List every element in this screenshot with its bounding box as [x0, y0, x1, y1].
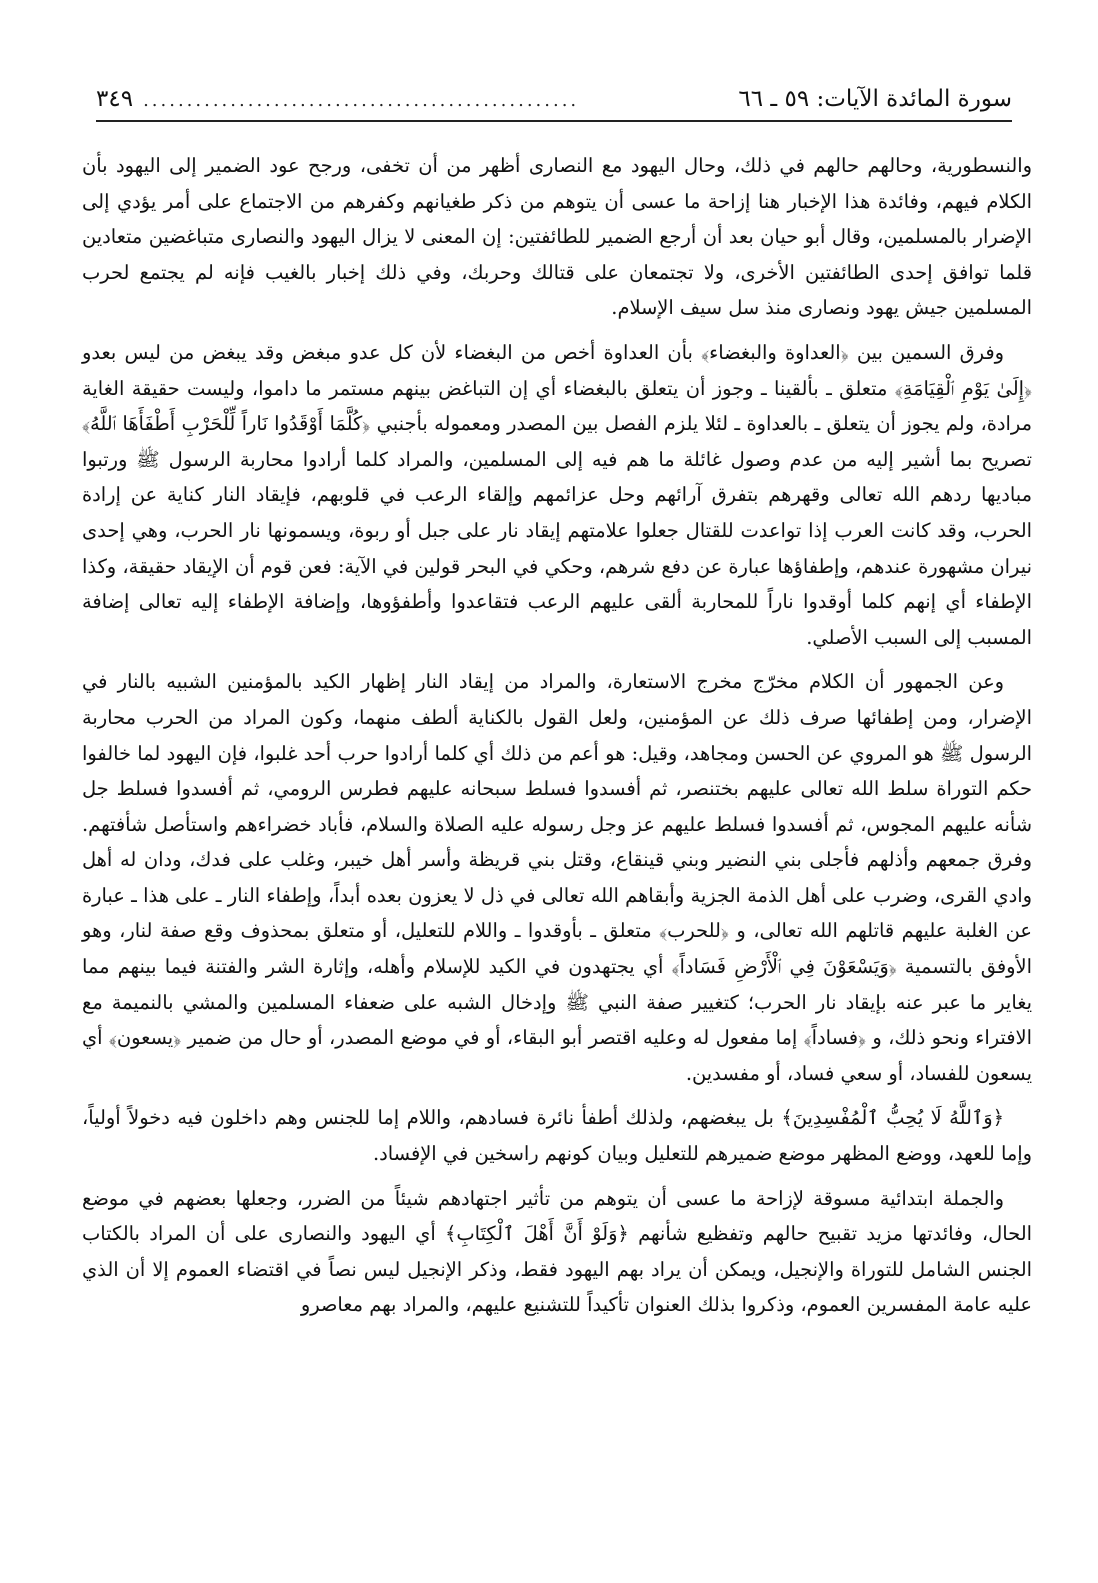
body-text	[82, 148, 1032, 1332]
header-leader-dots: ..................................................	[143, 90, 580, 111]
paragraph: والجملة ابتدائية مسوقة لإزاحة ما عسى أن يتوهم من تأثير اجتهادهم شيئاً من الضرر، وجعلها بعضهم في موضع الحال، وفائدتها مزيد تقبيح حالهم وتفظيع شأنهم ﴿وَلَوْ أَنَّ أَهْلَ ٱلْكِتَابِ﴾ أي اليهود والنصارى على أن المراد بالكتاب الجنس الشامل للتوراة والإنجيل، ويمكن أن يراد بهم اليهود فقط، وذكر الإنجيل ليس نصاً في اقتضاء العموم إلا أن الذي عليه عامة المفسرين العموم، وذكروا بذلك العنوان تأكيداً للتشنيع عليهم، والمراد بهم معاصرو	[82, 1186, 1032, 1317]
page-number: ٣٤٩	[96, 86, 134, 112]
paragraph: وعن الجمهور أن الكلام مخرّج مخرج الاستعارة، والمراد من إيقاد النار إظهار الكيد بالمؤمنين الشبيه بالنار في الإضرار، ومن إطفائها صرف ذلك عن المؤمنين، ولعل القول بالكناية ألطف منهما، وكون المراد من الحرب محاربة الرسول ﷺ هو المروي عن الحسن ومجاهد، وقيل: هو أعم من ذلك أي كلما أرادوا حرب أحد غلبوا، فإن اليهود لما خالفوا حكم التوراة سلط الله تعالى عليهم بختنصر، ثم أفسدوا فسلط سبحانه عليهم فطرس الرومي، ثم أفسدوا فسلط جل شأنه عليهم المجوس، ثم أفسدوا فسلط عليهم عز وجل رسوله عليه الصلاة والسلام، فأباد خضراءهم واستأصل شأفتهم. وفرق جمعهم وأذلهم فأجلى بني النضير وبني قينقاع، وقتل بني قريظة وأسر أهل خيبر، وغلب على فدك، ودان له أهل وادي القرى، وضرب على أهل الذمة الجزية وأبقاهم الله تعالى في ذل لا يعزون بعده أبداً، وإطفاء النار ـ على هذا ـ عبارة عن الغلبة عليهم قاتلهم الله تعالى، و ﴿للحرب﴾ متعلق ـ بأوقدوا ـ واللام للتعليل، أو متعلق بمحذوف وقع صفة لنار، وهو الأوفق بالتسمية ﴿وَيَسْعَوْنَ فِي ٱلْأَرْضِ فَسَاداً﴾ أي يجتهدون في الكيد للإسلام وأهله، وإثارة الشر والفتنة فيما بينهم مما يغاير ما عبر عنه بإيقاد نار الحرب؛ كتغيير صفة النبي ﷺ وإدخال الشبه على ضعفاء المسلمين والمشي بالنميمة مع الافتراء ونحو ذلك، و ﴿فساداً﴾ إما مفعول له وعليه اقتصر أبو البقاء، أو في موضع المصدر، أو حال من ضمير ﴿يسعون﴾ أي يسعون للفساد، أو سعي فساد، أو مفسدين.	[82, 670, 1032, 1085]
paragraph: ﴿وَٱللَّهُ لَا يُحِبُّ ٱلْمُفْسِدِينَ﴾ بل يبغضهم، ولذلك أطفأ نائرة فسادهم، واللام إما للجنس وهم داخلون فيه دخولاً أولياً، وإما للعهد، ووضع المظهر موضع ضميرهم للتعليل وبيان كونهم راسخين في الإفساد.	[82, 1106, 1032, 1166]
paragraph: وفرق السمين بين ﴿العداوة والبغضاء﴾ بأن العداوة أخص من البغضاء لأن كل عدو مبغض وقد يبغض من ليس بعدو ﴿إِلَىٰ يَوْمِ ٱلْقِيَامَةِ﴾ متعلق ـ بألقينا ـ وجوز أن يتعلق بالبغضاء أي إن التباغض بينهم مستمر ما داموا، وليست حقيقة الغاية مرادة، ولم يجوز أن يتعلق ـ بالعداوة ـ لئلا يلزم الفصل بين المصدر ومعموله بأجنبي ﴿كُلَّمَا أَوْقَدُوا نَاراً لِّلْحَرْبِ أَطْفَأَهَا ٱللَّهُ﴾ تصريح بما أشير إليه من عدم وصول غائلة ما هم فيه إلى المسلمين، والمراد كلما أرادوا محاربة الرسول ﷺ ورتبوا مباديها ردهم الله تعالى وقهرهم بتفرق آرائهم وحل عزائمهم وإلقاء الرعب في قلوبهم، فإيقاد النار كناية عن إرادة الحرب، وقد كانت العرب إذا تواعدت للقتال جعلوا علامتهم إيقاد نار على جبل أو ربوة، ويسمونها نار الحرب، وهي إحدى نيران مشهورة عندهم، وإطفاؤها عبارة عن دفع شرهم، وحكي في البحر قولين في الآية: فعن قوم أن الإيقاد حقيقة، وكذا الإطفاء أي إنهم كلما أوقدوا ناراً للمحاربة ألقى عليهم الرعب فتقاعدوا وأطفؤوها، وإضافة الإطفاء إليه تعالى إضافة المسبب إلى السبب الأصلي.	[82, 340, 1032, 649]
paragraph: والنسطورية، وحالهم حالهم في ذلك، وحال اليهود مع النصارى أظهر من أن تخفى، ورجح عود الضمير إلى اليهود بأن الكلام فيهم، وفائدة هذا الإخبار هنا إزاحة ما عسى أن يتوهم من ذكر طغيانهم وكفرهم من الاجتماع على أمر يؤدي إلى الإضرار بالمسلمين، وقال أبو حيان بعد أن أرجع الضمير للطائفتين: إن المعنى لا يزال اليهود والنصارى متباغضين متعادين قلما توافق إحدى الطائفتين الأخرى، ولا تجتمعان على قتالك وحربك، وفي ذلك إخبار بالغيب فإنه لم يجتمع لحرب المسلمين جيش يهود ونصارى منذ سل سيف الإسلام.	[82, 154, 1032, 320]
header-title: سورة المائدة الآيات: ٥٩ ـ ٦٦	[738, 86, 1012, 112]
running-header	[96, 86, 1012, 122]
